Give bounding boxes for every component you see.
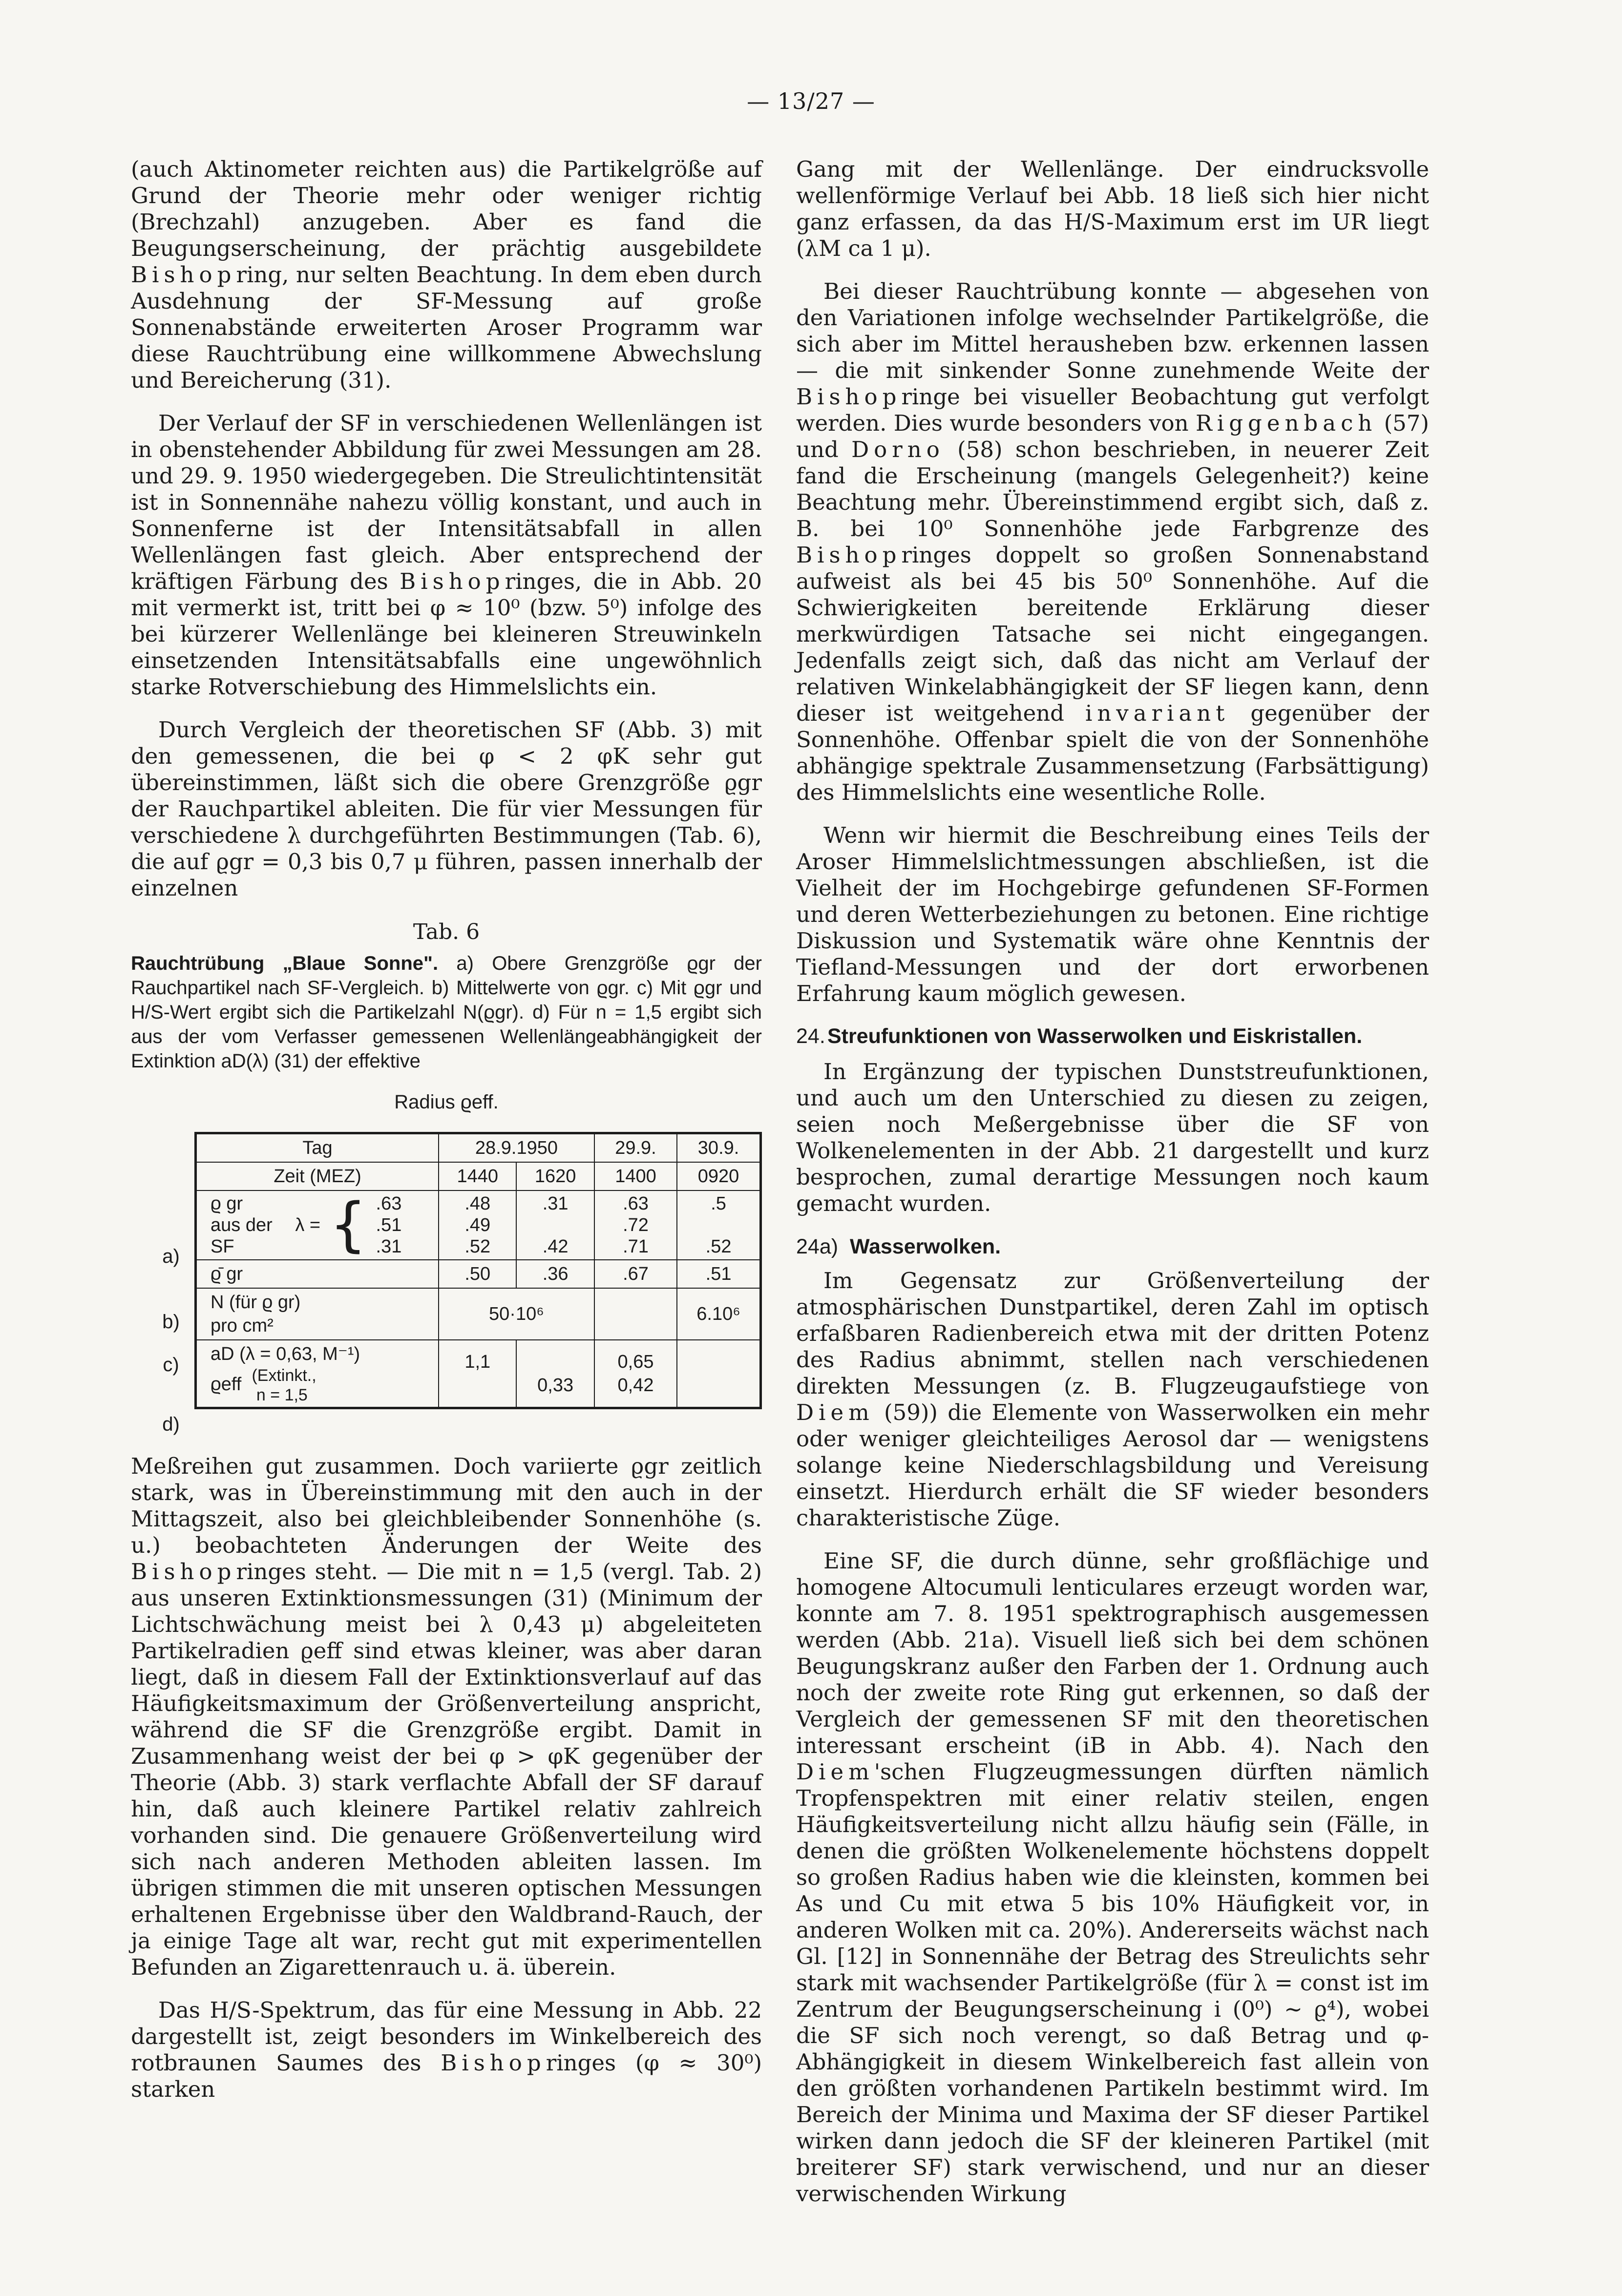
row-mark-a: a) (162, 1246, 180, 1267)
row-b-col-2: .36 (516, 1260, 594, 1288)
data-table (194, 1132, 762, 1409)
header-time-1: 1440 (439, 1162, 516, 1190)
table-row (196, 1340, 761, 1408)
table-row (196, 1190, 761, 1260)
header-time-2: 1620 (516, 1162, 594, 1190)
table-caption-end: Radius ϱeff. (394, 1091, 499, 1113)
table-6 (162, 1132, 762, 1435)
row-d-label: aD (λ = 0,63, M⁻¹) ϱeff (Extinkt., n = 1,5 (196, 1340, 439, 1408)
left-paragraph-2: Der Verlauf der SF in verschiedenen Wellenlängen ist in obenstehender Abbildung für zwei Messungen am 28. und 29. 9. 1950 wiedergegeben. Die Streulichtintensität ist in Sonnennähe nahezu völlig konstant, und auch in Sonnenferne ist der Intensitätsabfall in allen Wellenlängen fast gleich. Aber entsprechend der kräftigen Färbung des Bishopringes, die in Abb. 20 mit vermerkt ist, tritt bei φ ≈ 10⁰ (bzw. 5⁰) infolge des bei kürzerer Wellenlänge bei kleineren Streuwinkeln einsetzenden Intensitätsabfalls eine ungewöhnlich starke Rotverschiebung des Himmelslichts ein. (131, 410, 762, 700)
row-b-col-4: .51 (677, 1260, 760, 1288)
table-row (196, 1162, 761, 1190)
row-a-col-3: .63 .72 .71 (594, 1190, 677, 1260)
row-b-col-1: .50 (439, 1260, 516, 1288)
lambda-label: λ = (295, 1215, 321, 1235)
left-paragraph-4: Meßreihen gut zusammen. Doch variierte ϱgr zeitlich stark, was in Übereinstimmung mit den auch in der Mittagszeit, also bei gleichbleibender Sonnenhöhe (s. u.) beobachteten Änderungen der Weite des Bishopringes steht. — Die mit n = 1,5 (vergl. Tab. 2) aus unseren Extinktionsmessungen (31) (Minimum der Lichtschwächung meist bei λ 0,43 μ) abgeleiteten Partikelradien ϱeff sind etwas kleiner, was aber daran liegt, daß in diesem Fall der Extinktionsverlauf auf das Häufigkeitsmaximum der Größenverteilung anspricht, während die SF die Grenzgröße ergibt. Damit in Zusammenhang weist der bei φ > φK gegenüber der Theorie (Abb. 3) stark verflachte Abfall der SF darauf hin, daß auch kleinere Partikel relativ zahlreich vorhanden sind. Die genauere Größenverteilung wird sich nach anderen Methoden ableiten lassen. Im übrigen stimmen die mit unseren optischen Messungen erhaltenen Ergebnisse über den Waldbrand-Rauch, der ja einige Tage alt war, recht gut mit experimentellen Befunden an Zigarettenrauch u. ä. überein. (131, 1453, 762, 1980)
right-paragraph-6: Eine SF, die durch dünne, sehr großflächige und homogene Altocumuli lenticulares erzeugt worden war, konnte am 7. 8. 1951 spektrographisch ausgemessen werden (Abb. 21a). Visuell ließ sich bei dem schönen Beugungskranz außer den Farben der 1. Ordnung auch noch der zweite rote Ring gut erkennen, so daß der Vergleich der gemessenen SF mit den theoretischen interessant erscheint (iB in Abb. 4). Nach den Diem'schen Flugzeugmessungen dürften nämlich Tropfenspektren mit einer relativ steilen, engen Häufigkeitsverteilung nicht allzu häufig sein (Fälle, in denen die größten Wolkenelemente höchstens doppelt so großen Radius haben wie die kleinsten, kommen bei As und Cu mit etwa 5 bis 10% Häufigkeit vor, in anderen Wolken mit ca. 20%). Andererseits wächst nach Gl. [12] in Sonnennähe der Betrag des Streulichts sehr stark mit wachsender Partikelgröße (für λ = const ist im Zentrum der Beugungserscheinung i (0⁰) ∼ ϱ⁴), wobei die SF sich noch verengt, so daß Betrag und φ-Abhängigkeit in diesem Winkelbereich fast allein von den größten vorhandenen Partikeln bestimmt wird. Im Bereich der Minima und Maxima der SF dieser Partikel wirken dann jedoch die SF der kleineren Partikel (mit breiterer SF) stark verwischend, und nur an dieser verwischenden Wirkung (796, 1548, 1429, 2207)
wavelength-values: .63 .51 .31 (376, 1193, 402, 1257)
row-c-col-3 (594, 1288, 677, 1340)
row-a-col-1: .48 .49 .52 (439, 1190, 516, 1260)
row-mark-d: d) (162, 1414, 180, 1435)
table-title: Tab. 6 (413, 919, 480, 944)
header-time-4: 0920 (677, 1162, 760, 1190)
header-date-2: 29.9. (594, 1133, 677, 1163)
row-mark-b: b) (162, 1311, 180, 1333)
row-b-label: ϱ̄ gr (196, 1260, 439, 1288)
right-paragraph-5: Im Gegensatz zur Größenverteilung der atmosphärischen Dunstpartikel, deren Zahl im optisch erfaßbaren Radienbereich etwa mit der dritten Potenz des Radius abnimmt, stellen nach verschiedenen direkten Messungen (z. B. Flugzeugaufstiege von Diem (59)) die Elemente von Wasserwolken ein mehr oder weniger gleichteiliges Aerosol dar — wenigstens solange keine Niederschlagsbildung und Vereisung einsetzt. Hierdurch erhält die SF wieder besonders charakteristische Züge. (796, 1268, 1429, 1531)
row-d-col-4 (677, 1340, 760, 1408)
right-paragraph-3: Wenn wir hiermit die Beschreibung eines Teils der Aroser Himmelslichtmessungen abschließen, ist die Vielheit der im Hochgebirge gefundenen SF-Formen und deren Wetterbeziehungen zu betonen. Eine richtige Diskussion und Systematik wäre ohne Kenntnis der Tiefland-Messungen und der dort erworbenen Erfahrung kaum möglich gewesen. (796, 822, 1429, 1006)
row-d-col-1: 1,1 (439, 1340, 516, 1408)
table-caption: Rauchtrübung „Blaue Sonne". a) Obere Grenzgröße ϱgr der Rauchpartikel nach SF-Vergleich. b) Mittelwerte von ϱgr. c) Mit ϱgr und H/S-Wert ergibt sich die Partikelzahl N(ϱgr). d) Für n = 1,5 ergibt sich aus der vom Verfasser gemessenen Wellenlängeabhängigkeit der Extinktion aD(λ) (31) der effektive (131, 953, 762, 1072)
row-b-col-3: .67 (594, 1260, 677, 1288)
header-tag: Tag (196, 1133, 439, 1163)
header-time-3: 1400 (594, 1162, 677, 1190)
right-paragraph-4: In Ergänzung der typischen Dunststreufunktionen, und auch um den Unterschied zu diesen zu zeigen, seien noch Meßergebnisse über die SF von Wolkenelementen in der Abb. 21 dargestellt und kurz besprochen, zumal derartige Messungen noch kaum gemacht wurden. (796, 1059, 1429, 1216)
header-date-1: 28.9.1950 (439, 1133, 594, 1163)
row-c-col-4: 6.10⁶ (677, 1288, 760, 1340)
row-a-col-4: .5 .52 (677, 1190, 760, 1260)
row-a-label (196, 1190, 439, 1260)
left-paragraph-5: Das H/S-Spektrum, das für eine Messung in Abb. 22 dargestellt ist, zeigt besonders im Winkelbereich des rotbraunen Saumes des Bishopringes (φ ≈ 30⁰) starken (131, 1997, 762, 2102)
row-a-col-2: .31 .42 (516, 1190, 594, 1260)
table-row (196, 1260, 761, 1288)
right-paragraph-2: Bei dieser Rauchtrübung konnte — abgesehen von den Variationen infolge wechselnder Partikelgröße, die sich aber im Mittel herausheben bzw. erkennen lassen — die mit sinkender Sonne zunehmende Weite der Bishopringe bei visueller Beobachtung gut verfolgt werden. Dies wurde besonders von Riggenbach (57) und Dorno (58) schon beschrieben, in neuerer Zeit fand die Erscheinung (mangels Gelegenheit?) keine Beachtung mehr. Übereinstimmend ergibt sich, daß z. B. bei 10⁰ Sonnenhöhe jede Farbgrenze des Bishopringes doppelt so großen Sonnenabstand aufweist als bei 45 bis 50⁰ Sonnenhöhe. Auf die Schwierigkeiten bereitende Erklärung dieser merkwürdigen Tatsache sei nicht eingegangen. Jedenfalls zeigt sich, daß das nicht am Verlauf der relativen Winkelabhängigkeit der SF liegen kann, denn dieser ist weitgehend invariant gegenüber der Sonnenhöhe. Offenbar spielt die von der Sonnenhöhe abhängige spektrale Zusammensetzung (Farbsättigung) des Himmelslichts eine wesentliche Rolle. (796, 278, 1429, 805)
right-column (796, 156, 1429, 2224)
left-column (131, 156, 762, 2119)
header-zeit: Zeit (MEZ) (196, 1162, 439, 1190)
row-d-col-3: 0,65 0,42 (594, 1340, 677, 1408)
left-paragraph-1: (auch Aktinometer reichten aus) die Partikelgröße auf Grund der Theorie mehr oder weniger richtig (Brechzahl) anzugeben. Aber es fand die Beugungserscheinung, der prächtig ausgebildete Bishopring, nur selten Beachtung. In dem eben durch Ausdehnung der SF-Messung auf große Sonnenabstände erweiterten Aroser Programm war diese Rauchtrübung eine willkommene Abwechslung und Bereicherung (31). (131, 156, 762, 393)
row-mark-c: c) (163, 1354, 179, 1376)
row-c-col-1: 50·10⁶ (439, 1288, 594, 1340)
header-date-3: 30.9. (677, 1133, 760, 1163)
page-number: — 13/27 — (747, 88, 875, 114)
right-paragraph-1: Gang mit der Wellenlänge. Der eindrucksvolle wellenförmige Verlauf bei Abb. 18 ließ sich hier nicht ganz erfassen, da das H/S-Maximum erst im UR liegt (λM ca 1 μ). (796, 156, 1429, 261)
table-row (196, 1133, 761, 1163)
brace: { (329, 1191, 367, 1259)
left-paragraph-3: Durch Vergleich der theoretischen SF (Abb. 3) mit den gemessenen, die bei φ < 2 φK sehr gut übereinstimmen, läßt sich die obere Grenzgröße ϱgr der Rauchpartikel ableiten. Die für vier Messungen für verschiedene λ durchgeführten Bestimmungen (Tab. 6), die auf ϱgr = 0,3 bis 0,7 μ führen, passen innerhalb der einzelnen (131, 717, 762, 901)
section-24a-heading: 24a) Wasserwolken. (796, 1235, 1001, 1258)
row-c-label: N (für ϱ gr) pro cm² (196, 1288, 439, 1340)
row-a-label-text: ϱ gr aus der SF (211, 1193, 273, 1257)
row-d-col-2: 0,33 (516, 1340, 594, 1408)
section-24-heading: 24.Streufunktionen von Wasserwolken und Eiskristallen. (796, 1024, 1363, 1048)
table-row (196, 1288, 761, 1340)
